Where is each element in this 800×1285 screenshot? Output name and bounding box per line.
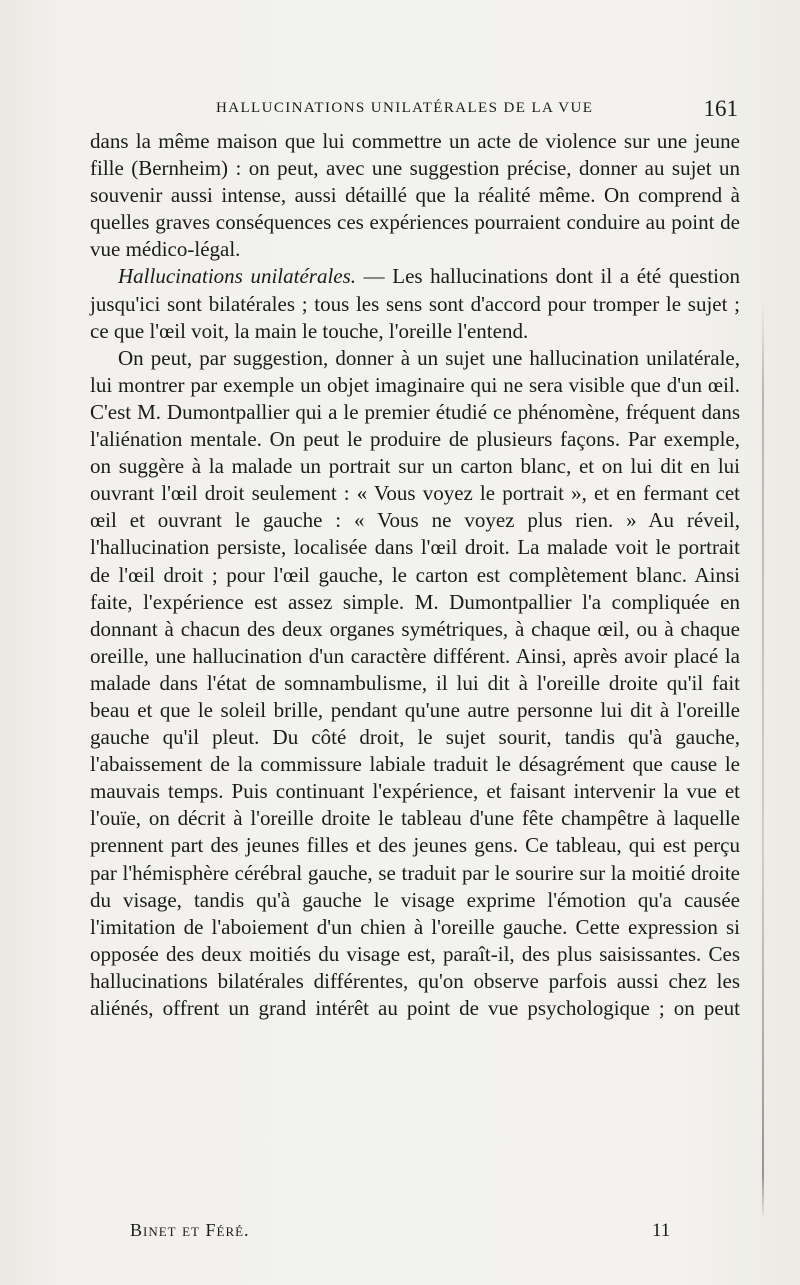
paragraph-2-text: — Les hallucinations dont il a été question jusqu'ici sont bilatérales ; tous les sens sont d'accord pour tromper le sujet ; ce que l'œil voit, la main le touche, l'oreille l'entend. bbox=[90, 264, 741, 343]
section-heading: Hallucinations unilatérales. bbox=[118, 264, 357, 289]
page-footer bbox=[130, 1220, 690, 1250]
paragraph-2 bbox=[90, 263, 740, 344]
paragraph-3: On peut, par suggestion, donner à un sujet une hallucination unilatérale, lui montrer par exemple un objet imaginaire qui ne sera visible que d'un œil. C'est M. Dumontpallier qui a le premier étudié ce phénomène, fréquent dans l'aliénation mentale. On peut le produire de plusieurs façons. Par exemple, on suggère à la malade un portrait sur un carton blanc, et on lui dit en lui ouvrant l'œil droit seulement : « Vous voyez le portrait », et en fermant cet œil et ouvrant le gauche : « Vous ne voyez plus rien. » Au réveil, l'hallucination persiste, localisée dans l'œil droit. La malade voit le portrait de l'œil droit ; pour l'œil gauche, le carton est complètement blanc. Ainsi faite, l'expérience est assez simple. M. Dumontpallier l'a compliquée en donnant à chacun des deux organes symétriques, à chaque œil, ou à chaque oreille, une hallucination d'un caractère différent. Ainsi, après avoir placé la malade dans l'état de somnambulisme, il lui dit à l'oreille droite qu'il fait beau et que le soleil brille, pendant qu'une autre personne lui dit à l'oreille gauche qu'il pleut. Du côté droit, le sujet sourit, tandis qu'à gauche, l'abaissement de la commissure labiale traduit le désagrément que cause le mauvais temps. Puis continuant l'expérience, et faisant intervenir la vue et l'ouïe, on décrit à l'oreille droite le tableau d'une fête champêtre à laquelle prennent part des jeunes filles et des jeunes gens. Ce tableau, qui est perçu par l'hémisphère cérébral gauche, se traduit par le sourire sur la moitié droite du visage, tandis qu'à gauche le visage exprime l'émotion qu'a causée l'imitation de l'aboiement d'un chien à l'oreille gauche. Cette expression si opposée des deux moitiés du visage est, paraît-il, des plus saisissantes. Ces hallucinations bilatérales différentes, qu'on observe parfois aussi chez les aliénés, offrent un grand intérêt au point de vue psychologique ; on peut bbox=[90, 345, 740, 1020]
running-head: HALLUCINATIONS UNILATÉRALES DE LA VUE bbox=[216, 100, 594, 116]
signature-number: 11 bbox=[652, 1220, 671, 1241]
paragraph-1: dans la même maison que lui commettre un acte de violence sur une jeune fille (Bernheim) : on peut, avec une suggestion précise, donner au sujet un souvenir aussi intense, aussi détaillé que la réalité même. On comprend à quelles graves conséquences ces expériences pourraient conduire au point de vue médico-légal. bbox=[90, 129, 740, 262]
body-text bbox=[90, 128, 740, 1022]
page-header bbox=[90, 96, 740, 126]
margin-pencil-line bbox=[762, 300, 764, 1220]
page-number: 161 bbox=[703, 96, 738, 121]
signature-mark: Binet et Féré. bbox=[130, 1220, 250, 1240]
